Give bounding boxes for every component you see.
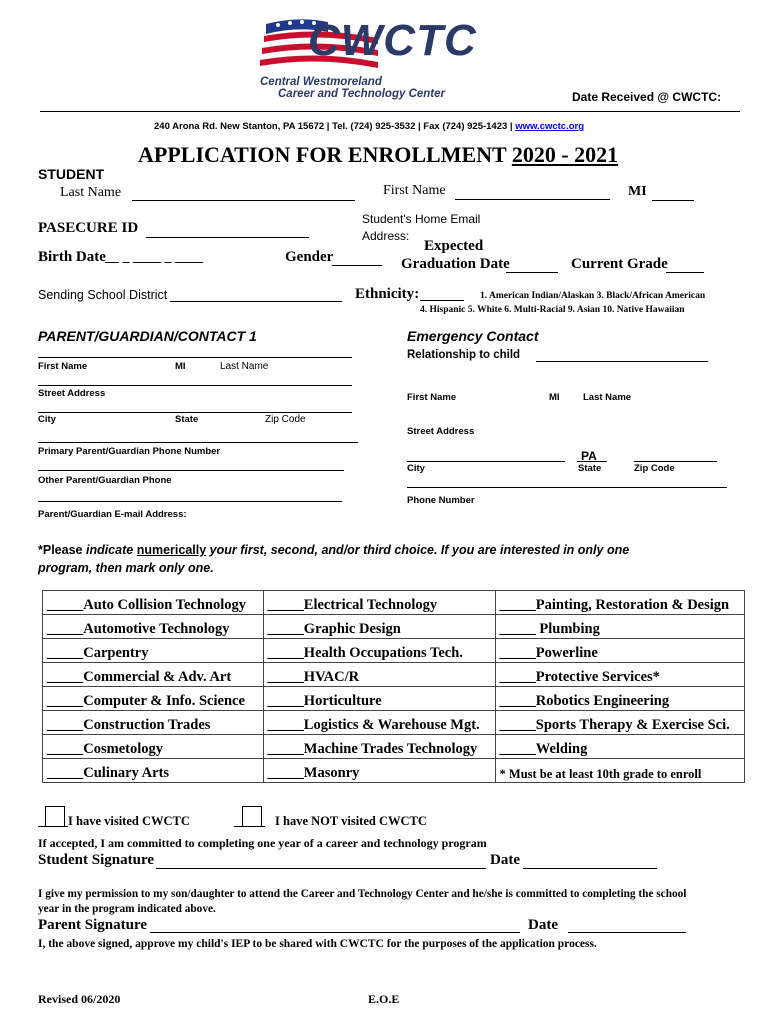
program-choice[interactable]: _____HVAC/R	[263, 663, 495, 687]
graduation-date-label: Graduation Date	[401, 256, 510, 272]
visited-label: I have visited CWCTC	[68, 814, 190, 828]
parent-date-field[interactable]	[568, 932, 686, 933]
ethnicity-options-2: 4. Hispanic 5. White 6. Multi-Racial 9. Asian 10. Native Hawaiian	[420, 305, 685, 315]
parent-signature-label: Parent Signature	[38, 917, 148, 933]
email-label-2: Address:	[362, 229, 410, 243]
logo	[258, 14, 477, 102]
first-name-field[interactable]	[455, 199, 610, 200]
graduation-date-field[interactable]	[506, 272, 558, 273]
emergency-phone-field[interactable]	[407, 487, 727, 488]
program-row	[43, 663, 745, 687]
program-row	[43, 639, 745, 663]
program-row	[43, 759, 745, 783]
student-signature-field[interactable]	[156, 868, 486, 869]
parent-state-label: State	[175, 414, 199, 425]
program-choice[interactable]: _____Culinary Arts	[43, 759, 264, 783]
instructions-line-2: program, then mark only one.	[38, 561, 214, 575]
program-row	[43, 591, 745, 615]
program-row	[43, 735, 745, 759]
program-choice[interactable]: _____Painting, Restoration & Design	[495, 591, 744, 615]
parent-email-field[interactable]	[38, 501, 342, 502]
last-name-label: Last Name	[60, 185, 122, 200]
instructions	[38, 541, 629, 577]
parent-street-label: Street Address	[38, 388, 106, 399]
gender-label: Gender	[285, 249, 334, 265]
program-choice[interactable]: _____Automotive Technology	[43, 615, 264, 639]
student-signature-label: Student Signature	[38, 852, 155, 868]
program-choice[interactable]: _____Auto Collision Technology	[43, 591, 264, 615]
pasecure-field[interactable]	[146, 237, 309, 238]
program-choice[interactable]: _____Cosmetology	[43, 735, 264, 759]
logo-subtitle-1: Central Westmoreland	[260, 76, 382, 88]
visited-checkbox[interactable]	[45, 806, 65, 827]
program-choice[interactable]: _____Logistics & Warehouse Mgt.	[263, 711, 495, 735]
email-label-1: Student's Home Email	[362, 212, 481, 226]
program-choice[interactable]: _____Machine Trades Technology	[263, 735, 495, 759]
parent-zip-label: Zip Code	[265, 414, 306, 425]
program-row	[43, 711, 745, 735]
program-row	[43, 615, 745, 639]
program-table	[42, 590, 745, 783]
student-section-heading: STUDENT	[38, 166, 105, 182]
ethnicity-text: Ethnicity	[355, 286, 415, 302]
emergency-state-field[interactable]	[577, 461, 607, 462]
emergency-section-heading: Emergency Contact	[407, 328, 539, 344]
current-grade-field[interactable]	[666, 272, 704, 273]
program-choice[interactable]: _____Protective Services*	[495, 663, 744, 687]
parent-city-label: City	[38, 414, 56, 425]
student-date-label: Date	[490, 852, 520, 868]
emergency-city-field[interactable]	[407, 461, 565, 462]
emergency-pa-value: PA	[581, 449, 597, 463]
expected-label: Expected	[424, 238, 484, 254]
parent-email-label: Parent/Guardian E-mail Address:	[38, 509, 187, 520]
parent-first-name-label: First Name	[38, 361, 88, 372]
ethnicity-label: Ethnicity:	[355, 286, 420, 302]
emergency-phone-label: Phone Number	[407, 495, 475, 506]
website-link[interactable]: www.cwctc.org	[515, 121, 585, 132]
relationship-field[interactable]	[536, 361, 708, 362]
program-choice[interactable]: _____Powerline	[495, 639, 744, 663]
emergency-first-name-label: First Name	[407, 392, 457, 403]
emergency-city-label: City	[407, 463, 425, 474]
parent-section-heading: PARENT/GUARDIAN/CONTACT 1	[38, 328, 257, 344]
logo-text: CWCTC	[308, 16, 477, 65]
program-choice[interactable]: _____Sports Therapy & Exercise Sci.	[495, 711, 744, 735]
ethnicity-options-1: 1. American Indian/Alaskan 3. Black/African American	[480, 291, 706, 301]
emergency-zip-label: Zip Code	[634, 463, 675, 474]
program-choice[interactable]: _____Health Occupations Tech.	[263, 639, 495, 663]
program-row	[43, 687, 745, 711]
parent-primary-phone-label: Primary Parent/Guardian Phone Number	[38, 446, 221, 457]
permission-line-2: year in the program indicated above.	[38, 903, 216, 915]
gender-field[interactable]	[332, 265, 382, 266]
program-choice[interactable]: _____Horticulture	[263, 687, 495, 711]
parent-city-field[interactable]	[38, 412, 352, 413]
sending-school-label: Sending School District	[38, 288, 168, 302]
program-choice[interactable]: _____Commercial & Adv. Art	[43, 663, 264, 687]
mi-field[interactable]	[652, 200, 694, 201]
parent-mi-label: MI	[175, 361, 186, 372]
relationship-label: Relationship to child	[407, 349, 521, 361]
page-title	[138, 142, 618, 168]
parent-other-phone-field[interactable]	[38, 470, 344, 471]
parent-signature-field[interactable]	[150, 932, 520, 933]
emergency-last-name-label: Last Name	[583, 392, 632, 403]
birth-date-label: Birth Date	[38, 249, 106, 265]
pasecure-label: PASECURE ID	[38, 220, 139, 236]
instructions-line-1: *Please indicate numerically your first, second, and/or third choice. If you are interested in only one	[38, 543, 630, 557]
program-choice[interactable]: _____Construction Trades	[43, 711, 264, 735]
birth-date-field[interactable]: __ _ ____ _ ____	[105, 250, 203, 265]
emergency-state-label: State	[578, 463, 602, 474]
sending-school-field[interactable]	[170, 301, 342, 302]
student-date-field[interactable]	[523, 868, 657, 869]
ethnicity-field[interactable]	[420, 300, 464, 301]
parent-primary-phone-field[interactable]	[38, 442, 358, 443]
iep-text: I, the above signed, approve my child's IEP to be shared with CWCTC for the purposes of the application process.	[38, 938, 597, 950]
title-year: 2020 - 2021	[511, 142, 619, 167]
program-choice[interactable]: _____Electrical Technology	[263, 591, 495, 615]
title-text: APPLICATION FOR ENROLLMENT	[138, 142, 507, 167]
first-name-label: First Name	[383, 183, 446, 198]
program-choice[interactable]: * Must be at least 10th grade to enroll	[495, 759, 744, 783]
program-choice[interactable]: _____Masonry	[263, 759, 495, 783]
not-visited-label: I have NOT visited CWCTC	[275, 814, 427, 828]
program-choice[interactable]: _____Carpentry	[43, 639, 264, 663]
parent-other-phone-label: Other Parent/Guardian Phone	[38, 475, 172, 486]
mi-label: MI	[628, 184, 647, 199]
commitment-text: If accepted, I am committed to completing one year of a career and technology program	[38, 836, 487, 850]
eoe-label: E.O.E	[368, 992, 400, 1006]
emergency-mi-label: MI	[549, 392, 560, 403]
program-choice[interactable]: _____Computer & Info. Science	[43, 687, 264, 711]
address-text: 240 Arona Rd. New Stanton, PA 15672 | Tel. (724) 925-3532 | Fax (724) 925-1423 |	[154, 121, 513, 132]
program-choice[interactable]: _____Graphic Design	[263, 615, 495, 639]
address-line	[154, 121, 584, 132]
emergency-street-label: Street Address	[407, 426, 475, 437]
emergency-zip-field[interactable]	[634, 461, 717, 462]
program-choice[interactable]: _____Robotics Engineering	[495, 687, 744, 711]
parent-street-field[interactable]	[38, 385, 352, 386]
program-choice[interactable]: _____ Plumbing	[495, 615, 744, 639]
logo-subtitle-2: Career and Technology Center	[278, 88, 446, 100]
current-grade-label: Current Grade	[571, 256, 668, 272]
parent-name-field[interactable]	[38, 357, 352, 358]
program-choice[interactable]: _____Welding	[495, 735, 744, 759]
not-visited-checkbox[interactable]	[242, 806, 262, 827]
last-name-field[interactable]	[132, 200, 355, 201]
parent-last-name-label: Last Name	[220, 361, 269, 372]
parent-date-label: Date	[528, 917, 558, 933]
revised-date: Revised 06/2020	[38, 992, 121, 1006]
permission-line-1: I give my permission to my son/daughter to attend the Career and Technology Center and he/she is committed to completing the school	[38, 888, 687, 900]
date-received-label: Date Received @ CWCTC:	[572, 90, 722, 104]
